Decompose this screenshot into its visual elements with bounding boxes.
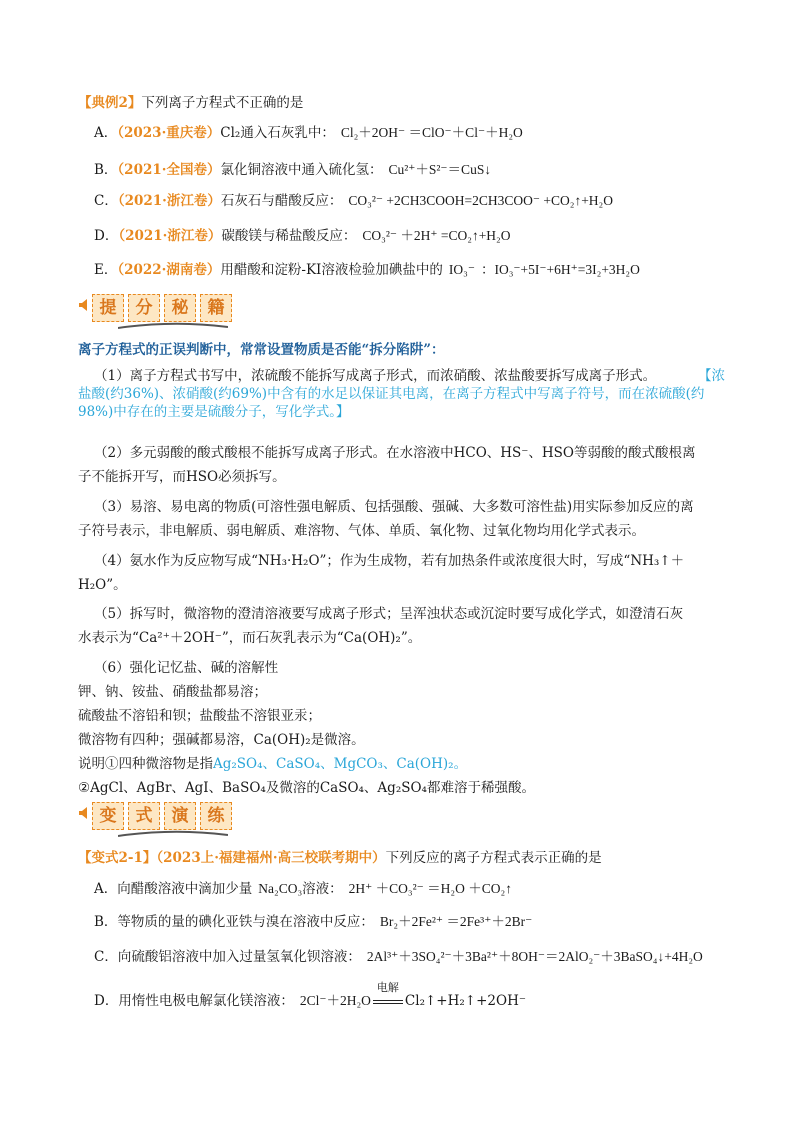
example-question (78, 94, 730, 112)
badge-char: 变 (92, 802, 124, 830)
tips-p2a: （2）多元弱酸的酸式酸根不能拆写成离子形式。在水溶液中HCO、HS⁻、HSO等弱酸的酸式酸根离 (94, 445, 696, 461)
practice-option-d: D．用惰性电极电解氯化镁溶液： 2Cl⁻＋2H₂O 电解 Cl₂↑+H₂↑+2OH⁻ (94, 981, 526, 1009)
badge-char: 分 (128, 294, 160, 322)
practice-question: 【变式2-1】（2023上·福建福州·高三校联考期中）下列反应的离子方程式表示正确的是 (78, 850, 602, 866)
tips-p5b: 水表示为“Ca²⁺＋2OH⁻”，而石灰乳表示为“Ca(OH)₂”。 (78, 630, 422, 646)
tips-p4a: （4）氨水作为反应物写成“NH₃·H₂O”；作为生成物，若有加热条件或浓度很大时，写成“NH₃↑＋ (94, 553, 685, 569)
electrolysis-condition: 电解 (373, 992, 403, 1010)
badge-char: 提 (92, 294, 124, 322)
example-option-d: D．（2021·浙江卷）碳酸镁与稀盐酸反应： CO₃²⁻ ＋2H⁺ =CO₂↑+H₂O (94, 228, 511, 244)
practice-option-b: B．等物质的量的碘化亚铁与溴在溶液中反应： Br₂＋2Fe²⁺ ＝2Fe³⁺＋2Br⁻ (94, 914, 533, 930)
tips-p1: （1）离子方程式书写中，浓硫酸不能拆写成离子形式，而浓硝酸、浓盐酸要拆写成离子形式。 (94, 368, 657, 384)
example-question-text: 下列离子方程式不正确的是 (141, 95, 304, 111)
example-option-a: A．（2023·重庆卷）Cl₂通入石灰乳中： Cl₂＋2OH⁻ ＝ClO⁻＋Cl⁻＋H₂O (94, 125, 523, 141)
tips-rule-3: 微溶物有四种；强碱都易溶，Ca(OH)₂是微溶。 (78, 732, 365, 748)
example-option-c: C．（2021·浙江卷）石灰石与醋酸反应： CO₃²⁻ +2CH3COOH=2CH3COO⁻ +CO₂↑+H₂O (94, 193, 614, 209)
tips-p3a: （3）易溶、易电离的物质(可溶性强电解质、包括强酸、强碱、大多数可溶性盐)用实际参加反应的离 (94, 499, 694, 515)
speaker-icon (78, 298, 90, 312)
tips-p5a: （5）拆写时，微溶物的澄清溶液要写成离子形式；呈浑浊状态或沉淀时要写成化学式，如澄清石灰 (94, 606, 684, 622)
badge-char: 式 (128, 802, 160, 830)
tips-p6: （6）强化记忆盐、碱的溶解性 (94, 660, 279, 676)
speaker-icon (78, 806, 90, 820)
tips-note-1: 说明①四种微溶物是指Ag₂SO₄、CaSO₄、MgCO₃、Ca(OH)₂。 (78, 756, 468, 772)
example-option-b: B．（2021·全国卷）氯化铜溶液中通入硫化氢： Cu²⁺＋S²⁻＝CuS↓ (94, 162, 492, 178)
tips-note-2: ②AgCl、AgBr、AgI、BaSO₄及微溶的CaSO₄、Ag₂SO₄都难溶于稀强酸。 (78, 780, 535, 796)
example-tag: 【典例2】 (78, 95, 142, 111)
practice-option-a: A．向醋酸溶液中滴加少量 Na₂CO₃溶液： 2H⁺ ＋CO₃²⁻ ＝H₂O ＋CO₂↑ (94, 881, 512, 897)
example-option-e: E．（2022·湖南卷）用醋酸和淀粉-KI溶液检验加碘盐中的 IO₃⁻ ：IO₃⁻+5I⁻+6H⁺=3I₂+3H₂O (94, 262, 640, 278)
badge-char: 演 (164, 802, 196, 830)
tips-rule-2: 硫酸盐不溶铅和钡；盐酸盐不溶银亚汞； (78, 708, 321, 724)
tips-p4b: H₂O”。 (78, 577, 127, 593)
tips-rule-1: 钾、钠、铵盐、硝酸盐都易溶； (78, 684, 267, 700)
badge-char: 籍 (200, 294, 232, 322)
tips-p1-note: 【浓盐酸(约36%)、浓硝酸(约69%)中含有的水足以保证其电离，在离子方程式中写离子符号，而在浓硫酸(约98%)中存在的主要是硫酸分子，写化学式。】 (78, 368, 725, 420)
tips-p2b: 子不能拆开写，而HSO必须拆写。 (78, 469, 286, 485)
badge-char: 秘 (164, 294, 196, 322)
swoosh-decoration (118, 830, 228, 838)
tips-heading: 离子方程式的正误判断中，常常设置物质是否能“拆分陷阱”： (78, 342, 445, 358)
practice-option-c: C．向硫酸铝溶液中加入过量氢氧化钡溶液： 2Al³⁺＋3SO₄²⁻＋3Ba²⁺＋8OH⁻＝2AlO₂⁻＋3BaSO₄↓+4H₂O (94, 949, 703, 965)
tips-p3b: 子符号表示，非电解质、弱电解质、难溶物、气体、单质、氧化物、过氧化物均用化学式表示。 (78, 523, 645, 539)
swoosh-decoration (118, 322, 228, 330)
badge-char: 练 (200, 802, 232, 830)
